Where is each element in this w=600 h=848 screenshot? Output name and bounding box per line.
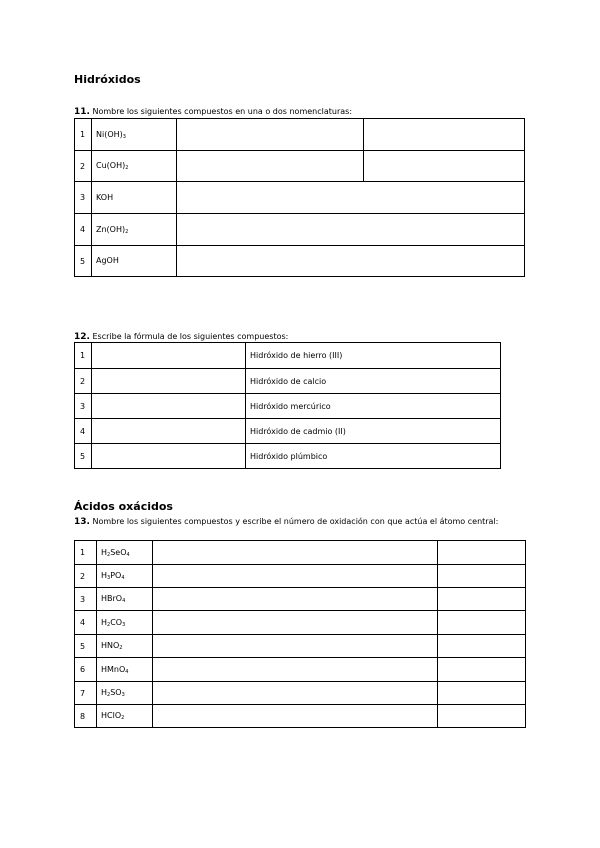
row-number: 4: [75, 214, 92, 246]
table-row: [75, 444, 501, 469]
table-row: [75, 419, 501, 444]
oxidation-number-cell[interactable]: [438, 588, 526, 611]
row-number: 2: [75, 151, 92, 182]
table-q13: [74, 540, 526, 728]
section-title-acidos-oxacidos: Ácidos oxácidos: [74, 500, 173, 513]
answer-cell[interactable]: [177, 182, 525, 214]
compound-name: Hidróxido de calcio: [246, 369, 501, 394]
row-number: 5: [75, 444, 92, 469]
name-answer-cell[interactable]: [153, 635, 438, 658]
table-q12: [74, 342, 501, 469]
row-number: 1: [75, 343, 92, 369]
compound-formula: $Cu(OH)_2$: [92, 151, 177, 182]
table-q11: [74, 118, 525, 277]
row-number: 2: [75, 369, 92, 394]
name-answer-cell[interactable]: [153, 541, 438, 565]
row-number: 7: [75, 682, 97, 705]
question-12-text: Escribe la fórmula de los siguientes compuestos:: [92, 332, 289, 341]
question-13-number: 13.: [74, 517, 90, 527]
table-row: [75, 119, 525, 151]
compound-name: Hidróxido plúmbico: [246, 444, 501, 469]
section-title-hidroxidos: Hidróxidos: [74, 73, 141, 86]
name-answer-cell[interactable]: [153, 705, 438, 728]
oxidation-number-cell[interactable]: [438, 682, 526, 705]
table-row: [75, 635, 526, 658]
compound-name: Hidróxido de hierro (III): [246, 343, 501, 369]
table-row: [75, 658, 526, 682]
formula-answer-cell[interactable]: [92, 444, 246, 469]
table-row: [75, 369, 501, 394]
oxidation-number-cell[interactable]: [438, 541, 526, 565]
table-row: [75, 246, 525, 277]
compound-name: Hidróxido de cadmio (II): [246, 419, 501, 444]
table-row: [75, 588, 526, 611]
row-number: 3: [75, 394, 92, 419]
compound-formula: HBrO$_4$: [97, 588, 153, 611]
compound-formula: KOH: [92, 182, 177, 214]
compound-formula: $Zn(OH)_2$: [92, 214, 177, 246]
row-number: 8: [75, 705, 97, 728]
table-row: [75, 394, 501, 419]
table-row: [75, 541, 526, 565]
table-row: [75, 151, 525, 182]
table-row: [75, 182, 525, 214]
compound-formula: $H_3PO_4$: [97, 565, 153, 588]
row-number: 4: [75, 419, 92, 444]
table-row: [75, 682, 526, 705]
question-11-text: Nombre los siguientes compuestos en una o dos nomenclaturas:: [92, 107, 353, 116]
formula-answer-cell[interactable]: [92, 343, 246, 369]
formula-answer-cell[interactable]: [92, 419, 246, 444]
table-row: [75, 705, 526, 728]
row-number: 1: [75, 541, 97, 565]
compound-name: Hidróxido mercúrico: [246, 394, 501, 419]
formula-answer-cell[interactable]: [92, 369, 246, 394]
name-answer-cell[interactable]: [153, 611, 438, 635]
table-row: [75, 611, 526, 635]
compound-formula: $HNO_2$: [97, 635, 153, 658]
row-number: 5: [75, 635, 97, 658]
oxidation-number-cell[interactable]: [438, 658, 526, 682]
compound-formula: $Ni(OH)_3$: [92, 119, 177, 151]
oxidation-number-cell[interactable]: [438, 565, 526, 588]
answer-cell[interactable]: [177, 214, 525, 246]
answer-cell-1[interactable]: [177, 151, 364, 182]
answer-cell-1[interactable]: [177, 119, 364, 151]
name-answer-cell[interactable]: [153, 588, 438, 611]
question-13: [74, 517, 526, 527]
compound-formula: $H_2CO_3$: [97, 611, 153, 635]
oxidation-number-cell[interactable]: [438, 611, 526, 635]
answer-cell[interactable]: [177, 246, 525, 277]
answer-cell-2[interactable]: [364, 151, 525, 182]
row-number: 5: [75, 246, 92, 277]
row-number: 3: [75, 588, 97, 611]
question-12: [74, 332, 534, 342]
oxidation-number-cell[interactable]: [438, 635, 526, 658]
name-answer-cell[interactable]: [153, 565, 438, 588]
name-answer-cell[interactable]: [153, 682, 438, 705]
compound-formula: $H_2SO_3$: [97, 682, 153, 705]
row-number: 6: [75, 658, 97, 682]
table-row: [75, 214, 525, 246]
row-number: 3: [75, 182, 92, 214]
formula-answer-cell[interactable]: [92, 394, 246, 419]
question-13-text: Nombre los siguientes compuestos y escribe el número de oxidación con que actúa el átomo central:: [92, 517, 499, 526]
table-row: [75, 343, 501, 369]
question-11: [74, 107, 534, 117]
compound-formula: HClO$_2$: [97, 705, 153, 728]
table-row: [75, 565, 526, 588]
compound-formula: HMnO$_4$: [97, 658, 153, 682]
row-number: 2: [75, 565, 97, 588]
question-11-number: 11.: [74, 107, 90, 117]
compound-formula: $H_2SeO_4$: [97, 541, 153, 565]
oxidation-number-cell[interactable]: [438, 705, 526, 728]
row-number: 4: [75, 611, 97, 635]
compound-formula: AgOH: [92, 246, 177, 277]
question-12-number: 12.: [74, 332, 90, 342]
answer-cell-2[interactable]: [364, 119, 525, 151]
row-number: 1: [75, 119, 92, 151]
name-answer-cell[interactable]: [153, 658, 438, 682]
